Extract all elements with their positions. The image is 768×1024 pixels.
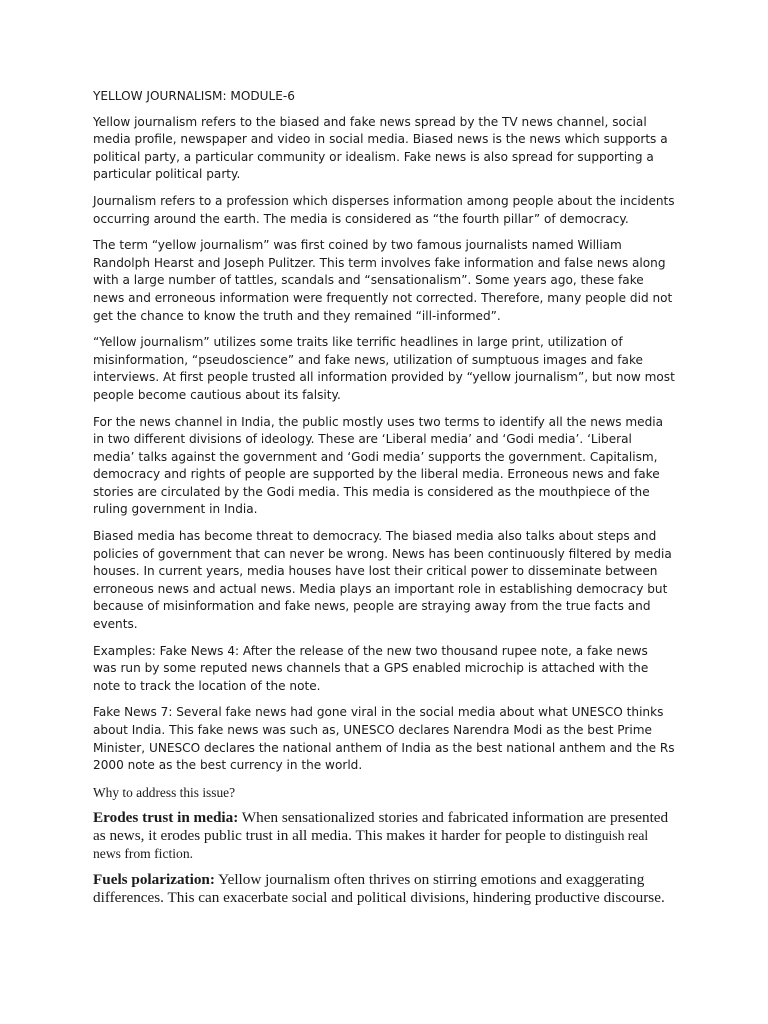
- paragraph-traits: “Yellow journalism” utilizes some traits like terrific headlines in large print, utilization of misinformation, “pseudoscience” and fake news, utilization of sumptuous images and fake interviews. At first people trusted all information provided by “yellow journalism”, but now most people become cautious about its falsity.: [93, 335, 675, 402]
- point-text-end: distinguish real news from fiction.: [93, 827, 649, 861]
- point-heading: Fuels polarization:: [93, 871, 215, 889]
- point-fuels-polarization: [93, 871, 675, 906]
- paragraph-journalism: Journalism refers to a profession which disperses information among people about the incidents occurring around the earth. The media is considered as “the fourth pillar” of democracy.: [93, 193, 675, 226]
- paragraph-definition: Yellow journalism refers to the biased and fake news spread by the TV news channel, social media profile, newspaper and video in social media. Biased news is the news which supports a political party, a particular community or idealism. Fake news is also spread for supporting a particular political party.: [93, 114, 668, 182]
- point-text: Yellow journalism often thrives on stirring emotions and exaggerating differences. This can exacerbate social and political divisions, hindering productive discourse.: [93, 871, 665, 906]
- document-title: YELLOW JOURNALISM: MODULE-6: [93, 89, 295, 103]
- point-erodes-trust: [93, 809, 675, 862]
- paragraph-fake-news-7: Fake News 7: Several fake news had gone viral in the social media about what UNESCO thinks about India. This fake news was such as, UNESCO declares Narendra Modi as the best Prime Minister, UNESCO declares the national anthem of India as the best national anthem and the Rs 2000 note as the best currency in the world.: [93, 705, 675, 773]
- paragraph-fake-news-4: Examples: Fake News 4: After the release of the new two thousand rupee note, a fake news was run by some reputed news channels that a GPS enabled microchip is attached with the note to track the location of the note.: [93, 643, 649, 693]
- paragraph-india-media: For the news channel in India, the public mostly uses two terms to identify all the news media in two different divisions of ideology. These are ‘Liberal media’ and ‘Godi media’. ‘Liberal media’ talks against the government and ‘Godi media’ supports the government. Capitalism, democracy and rights of people are supported by the liberal media. Erroneous news and fake stories are circulated by the Godi media. This media is considered as the mouthpiece of the ruling government in India.: [93, 414, 664, 517]
- question-heading: Why to address this issue?: [93, 784, 236, 800]
- paragraph-biased-media: Biased media has become threat to democracy. The biased media also talks about steps and policies of government that can never be wrong. News has been continuously filtered by media houses. In current years, media houses have lost their critical power to disseminate between erroneous news and actual news. Media plays an important role in establishing democracy but because of misinformation and fake news, people are straying away from the true facts and events.: [93, 529, 672, 632]
- point-text: When sensationalized stories and fabricated information are presented as news, it erodes public trust in all media. This makes it harder for people to: [93, 809, 669, 844]
- paragraph-term-origin: The term “yellow journalism” was first coined by two famous journalists named William Randolph Hearst and Joseph Pulitzer. This term involves fake information and false news along with a large number of tattles, scandals and “sensationalism”. Some years ago, these fake news and erroneous information were frequently not corrected. Therefore, many people did not get the chance to know the truth and they remained “ill-informed”.: [93, 238, 673, 323]
- document-page: [93, 88, 675, 915]
- point-heading: Erodes trust in media:: [93, 809, 239, 827]
